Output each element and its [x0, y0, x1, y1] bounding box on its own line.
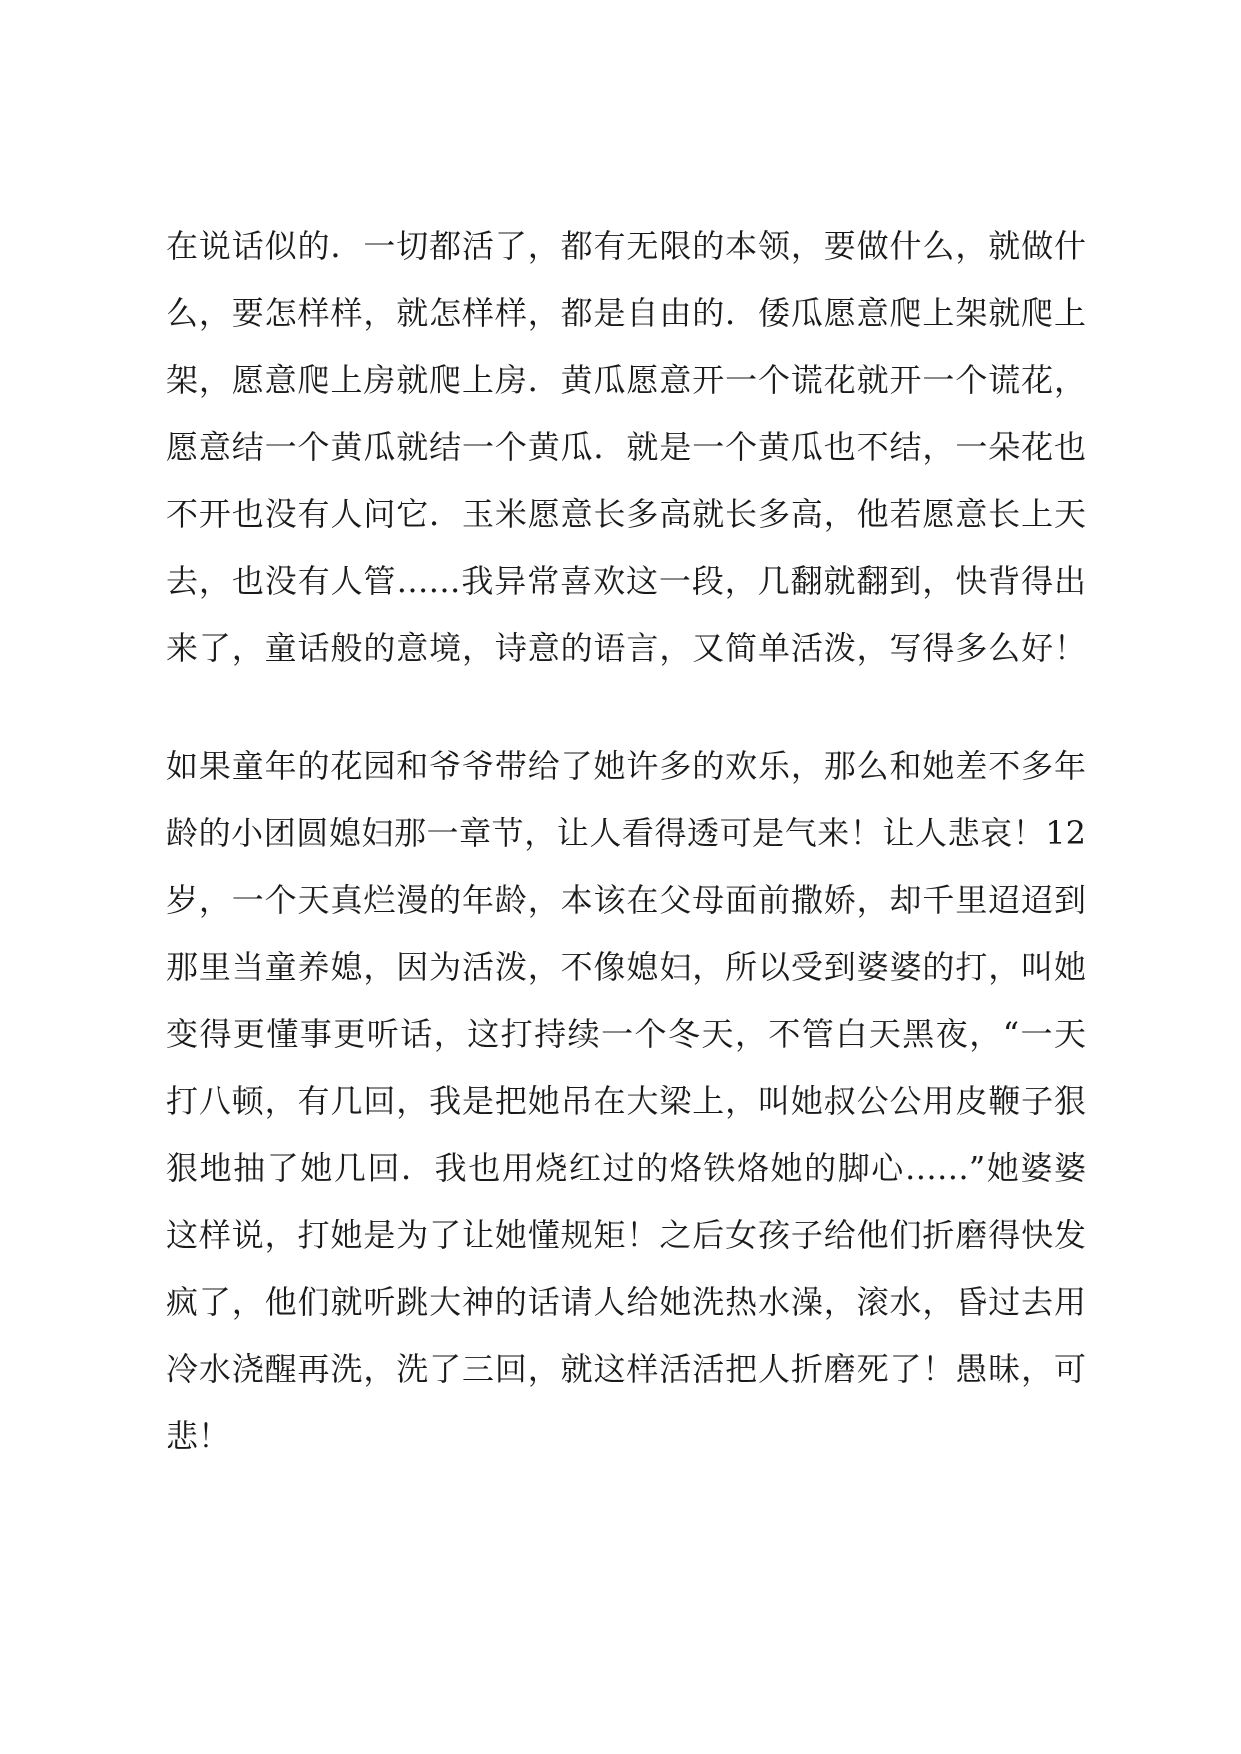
text-line: 悲！: [166, 1417, 231, 1455]
text-line: 来了，童话般的意境，诗意的语言，又简单活泼，写得多么好！: [166, 629, 1086, 667]
text-line: 愿意结一个黄瓜就结一个黄瓜．就是一个黄瓜也不结，一朵花也: [166, 428, 1086, 466]
text-line: 这样说，打她是为了让她懂规矩！之后女孩子给他们折磨得快发: [166, 1216, 1086, 1254]
text-line: 么，要怎样样，就怎样样，都是自由的．倭瓜愿意爬上架就爬上: [166, 294, 1086, 332]
paragraph-1: [166, 222, 1086, 691]
text-line: 不开也没有人问它．玉米愿意长多高就长多高，他若愿意长上天: [166, 495, 1086, 533]
text-line: 架，愿意爬上房就爬上房．黄瓜愿意开一个谎花就开一个谎花，: [166, 361, 1086, 399]
text-line: 那里当童养媳，因为活泼，不像媳妇，所以受到婆婆的打，叫她: [166, 948, 1086, 986]
text-line: 龄的小团圆媳妇那一章节，让人看得透可是气来！让人悲哀！12: [166, 814, 1086, 852]
text-line: 如果童年的花园和爷爷带给了她许多的欢乐，那么和她差不多年: [166, 747, 1086, 785]
text-line: 变得更懂事更听话，这打持续一个冬天，不管白天黑夜，“一天: [166, 1015, 1086, 1053]
text-line: 在说话似的．一切都活了，都有无限的本领，要做什么，就做什: [166, 227, 1086, 265]
text-line: 岁，一个天真烂漫的年龄，本该在父母面前撒娇，却千里迢迢到: [166, 881, 1086, 919]
text-line: 疯了，他们就听跳大神的话请人给她洗热水澡，滚水，昏过去用: [166, 1283, 1086, 1321]
text-line: 去，也没有人管……我异常喜欢这一段，几翻就翻到，快背得出: [166, 562, 1086, 600]
text-line: 冷水浇醒再洗，洗了三回，就这样活活把人折磨死了！愚昧，可: [166, 1350, 1086, 1388]
text-line: 狠地抽了她几回．我也用烧红过的烙铁烙她的脚心……”她婆婆: [166, 1149, 1086, 1187]
paragraph-2: [166, 742, 1086, 1479]
text-line: 打八顿，有几回，我是把她吊在大梁上，叫她叔公公用皮鞭子狠: [166, 1082, 1086, 1120]
